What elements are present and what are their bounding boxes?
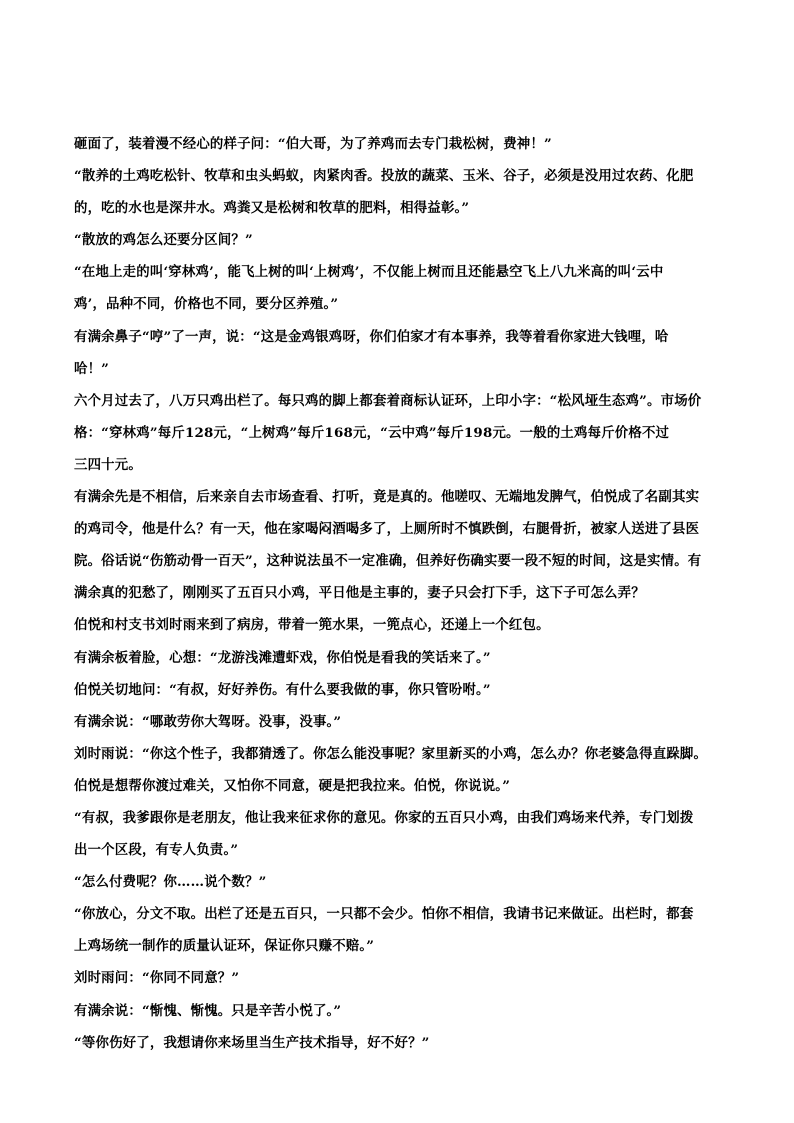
text-line: 格：“穿林鸡”每斤128元，“上树鸡”每斤168元，“云中鸡”每斤198元。一般的土鸡每斤价格不过 — [74, 424, 670, 441]
text-line: 有满余鼻子“哼”了一声，说：“这是金鸡银鸡呀，你们伯家才有本事养，我等着看你家进大钱哩，哈 — [74, 328, 669, 345]
text-line: 有满余说：“惭愧、惭愧。只是辛苦小悦了。” — [74, 1002, 342, 1019]
text-line: 三四十元。 — [74, 456, 142, 473]
text-line: 刘时雨说：“你这个性子，我都猜透了。你怎么能没事呢？家里新买的小鸡，怎么办？你老婆急得直跺脚。 — [74, 745, 708, 762]
text-line: “散养的土鸡吃松针、牧草和虫头蚂蚁，肉紧肉香。投放的蔬菜、玉米、谷子，必须是没用过农药、化肥 — [74, 168, 694, 185]
text-line: 上鸡场统一制作的质量认证环，保证你只赚不赔。” — [74, 938, 375, 955]
text-line: “有叔，我爹跟你是老朋友，他让我来征求你的意见。你家的五百只小鸡，由我们鸡场来代养，专门划拨 — [74, 809, 694, 826]
text-line: 哈！” — [74, 360, 110, 377]
text-line: 伯悦是想帮你渡过难关，又怕你不同意，硬是把我拉来。伯悦，你说说。” — [74, 777, 511, 794]
story-text — [74, 128, 734, 1059]
text-line: “等你伤好了，我想请你来场里当生产技术指导，好不好？” — [74, 1034, 430, 1051]
text-line: “怎么付费呢？你……说个数？” — [74, 874, 267, 891]
text-line: “你放心，分文不取。出栏了还是五百只，一只都不会少。怕你不相信，我请书记来做证。出栏时，都套 — [74, 906, 694, 923]
text-line: “在地上走的叫‘穿林鸡’，能飞上树的叫‘上树鸡’，不仅能上树而且还能悬空飞上八九米高的叫‘云中 — [74, 264, 664, 281]
text-line: “散放的鸡怎么还要分区间？” — [74, 232, 253, 249]
text-line: 有满余板着脸，心想：“龙游浅滩遭虾戏，你伯悦是看我的笑话来了。” — [74, 649, 491, 666]
text-line: 刘时雨问：“你同不同意？” — [74, 970, 240, 987]
text-line: 六个月过去了，八万只鸡出栏了。每只鸡的脚上都套着商标认证环，上印小字：“松风垭生态鸡”。市场价 — [74, 392, 702, 409]
text-line: 满余真的犯愁了，刚刚买了五百只小鸡，平日他是主事的，妻子只会打下手，这下子可怎么弄？ — [74, 585, 645, 602]
text-line: 砸面了，装着漫不经心的样子问：“伯大哥，为了养鸡而去专门栽松树，费神！” — [74, 136, 552, 152]
text-line: 伯悦和村支书刘时雨来到了病房，带着一篼水果，一篼点心，还递上一个红包。 — [74, 617, 550, 634]
text-line: 伯悦关切地问：“有叔，好好养伤。有什么要我做的事，你只管吩咐。” — [74, 681, 491, 698]
text-line: 有满余说：“哪敢劳你大驾呀。没事，没事。” — [74, 713, 342, 730]
text-line: 有满余先是不相信，后来亲自去市场查看、打听，竟是真的。他嗟叹、无端地发脾气，伯悦成了名副其实 — [74, 489, 700, 506]
text-line: 院。俗话说“伤筋动骨一百天”，这种说法虽不一定准确，但养好伤确实要一段不短的时间，这是实情。有 — [74, 553, 702, 570]
text-line: 鸡’，品种不同，价格也不同，要分区养殖。” — [74, 296, 339, 313]
text-line: 的鸡司令，他是什么？有一天，他在家喝闷酒喝多了，上厕所时不慎跌倒，右腿骨折，被家人送进了县医 — [74, 521, 700, 538]
text-line: 的，吃的水也是深井水。鸡粪又是松树和牧草的肥料，相得益彰。” — [74, 200, 470, 217]
text-line: 出一个区段，有专人负责。” — [74, 842, 239, 859]
